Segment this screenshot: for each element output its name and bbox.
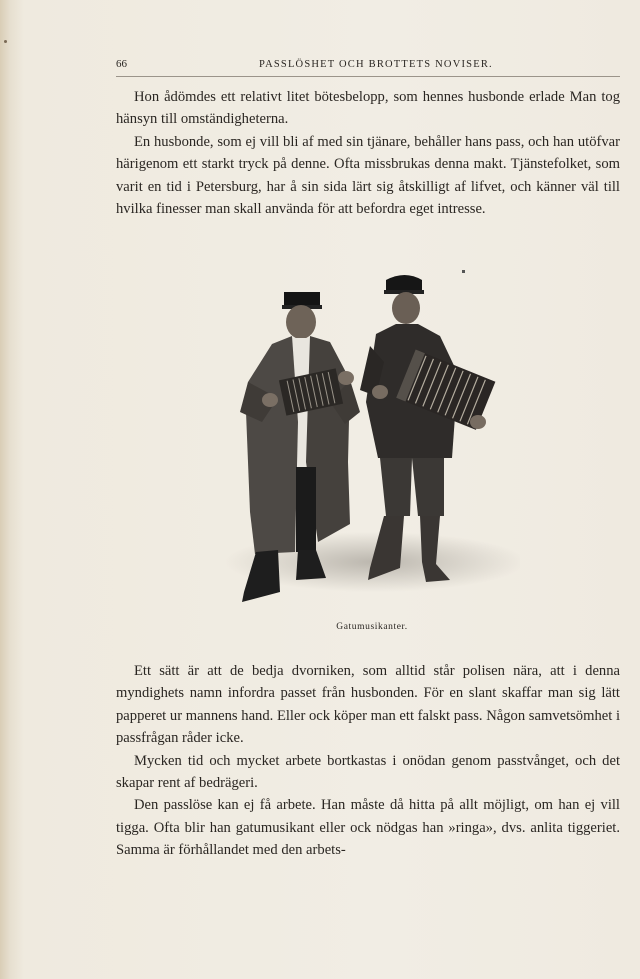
text-block-bottom [116,660,620,862]
figure-caption: Gatumusikanter. [336,622,408,632]
running-header [116,58,620,77]
binding-mark [4,40,7,43]
page-number: 66 [116,58,127,70]
text-block-top [116,86,620,220]
figure-caption-wrap [0,622,640,632]
street-musicians-photo [200,262,520,612]
paragraph: Ett sätt är att de bedja dvorniken, som alltid står polisen nära, att i denna myndighets namn infordra passet från husbonden. För en slant skaffar man sig lätt papperet ur mannens hand. Eller ock köper man ett falskt pass. Någon samvetsömhet i passfrågan råder icke. [116,663,620,747]
right-musician [360,275,495,582]
illustration-street-musicians [200,262,520,612]
running-title: PASSLÖSHET OCH BROTTETS NOVISER. [259,59,493,70]
paragraph: Hon ådömdes ett relativt litet bötesbelopp, som hennes husbonde erlade Man tog hänsyn till omständigheterna. [116,89,620,128]
paragraph: Den passlöse kan ej få arbete. Han måste då hitta på allt möjligt, om han ej vill tigga. Ofta blir han gatumusikant eller ock nödgas han »ringa», dvs. anlita tiggeriet. Samma är förhållandet med den arbets- [116,797,620,859]
paragraph: Mycken tid och mycket arbete bortkastas i onödan genom passtvånget, och det skapar rent af bedrägeri. [116,752,620,792]
paragraph: En husbonde, som ej vill bli af med sin tjänare, behåller hans pass, och han utöfvar härigenom ett starkt tryck på denne. Ofta missbrukas denna makt. Tjänstefolket, som varit en tid i Petersburg, har å sin sida lärt sig åtskilligt af lifvet, och känner väl till hvilka finesser man skall använda för att befordra eget intresse. [116,133,620,218]
